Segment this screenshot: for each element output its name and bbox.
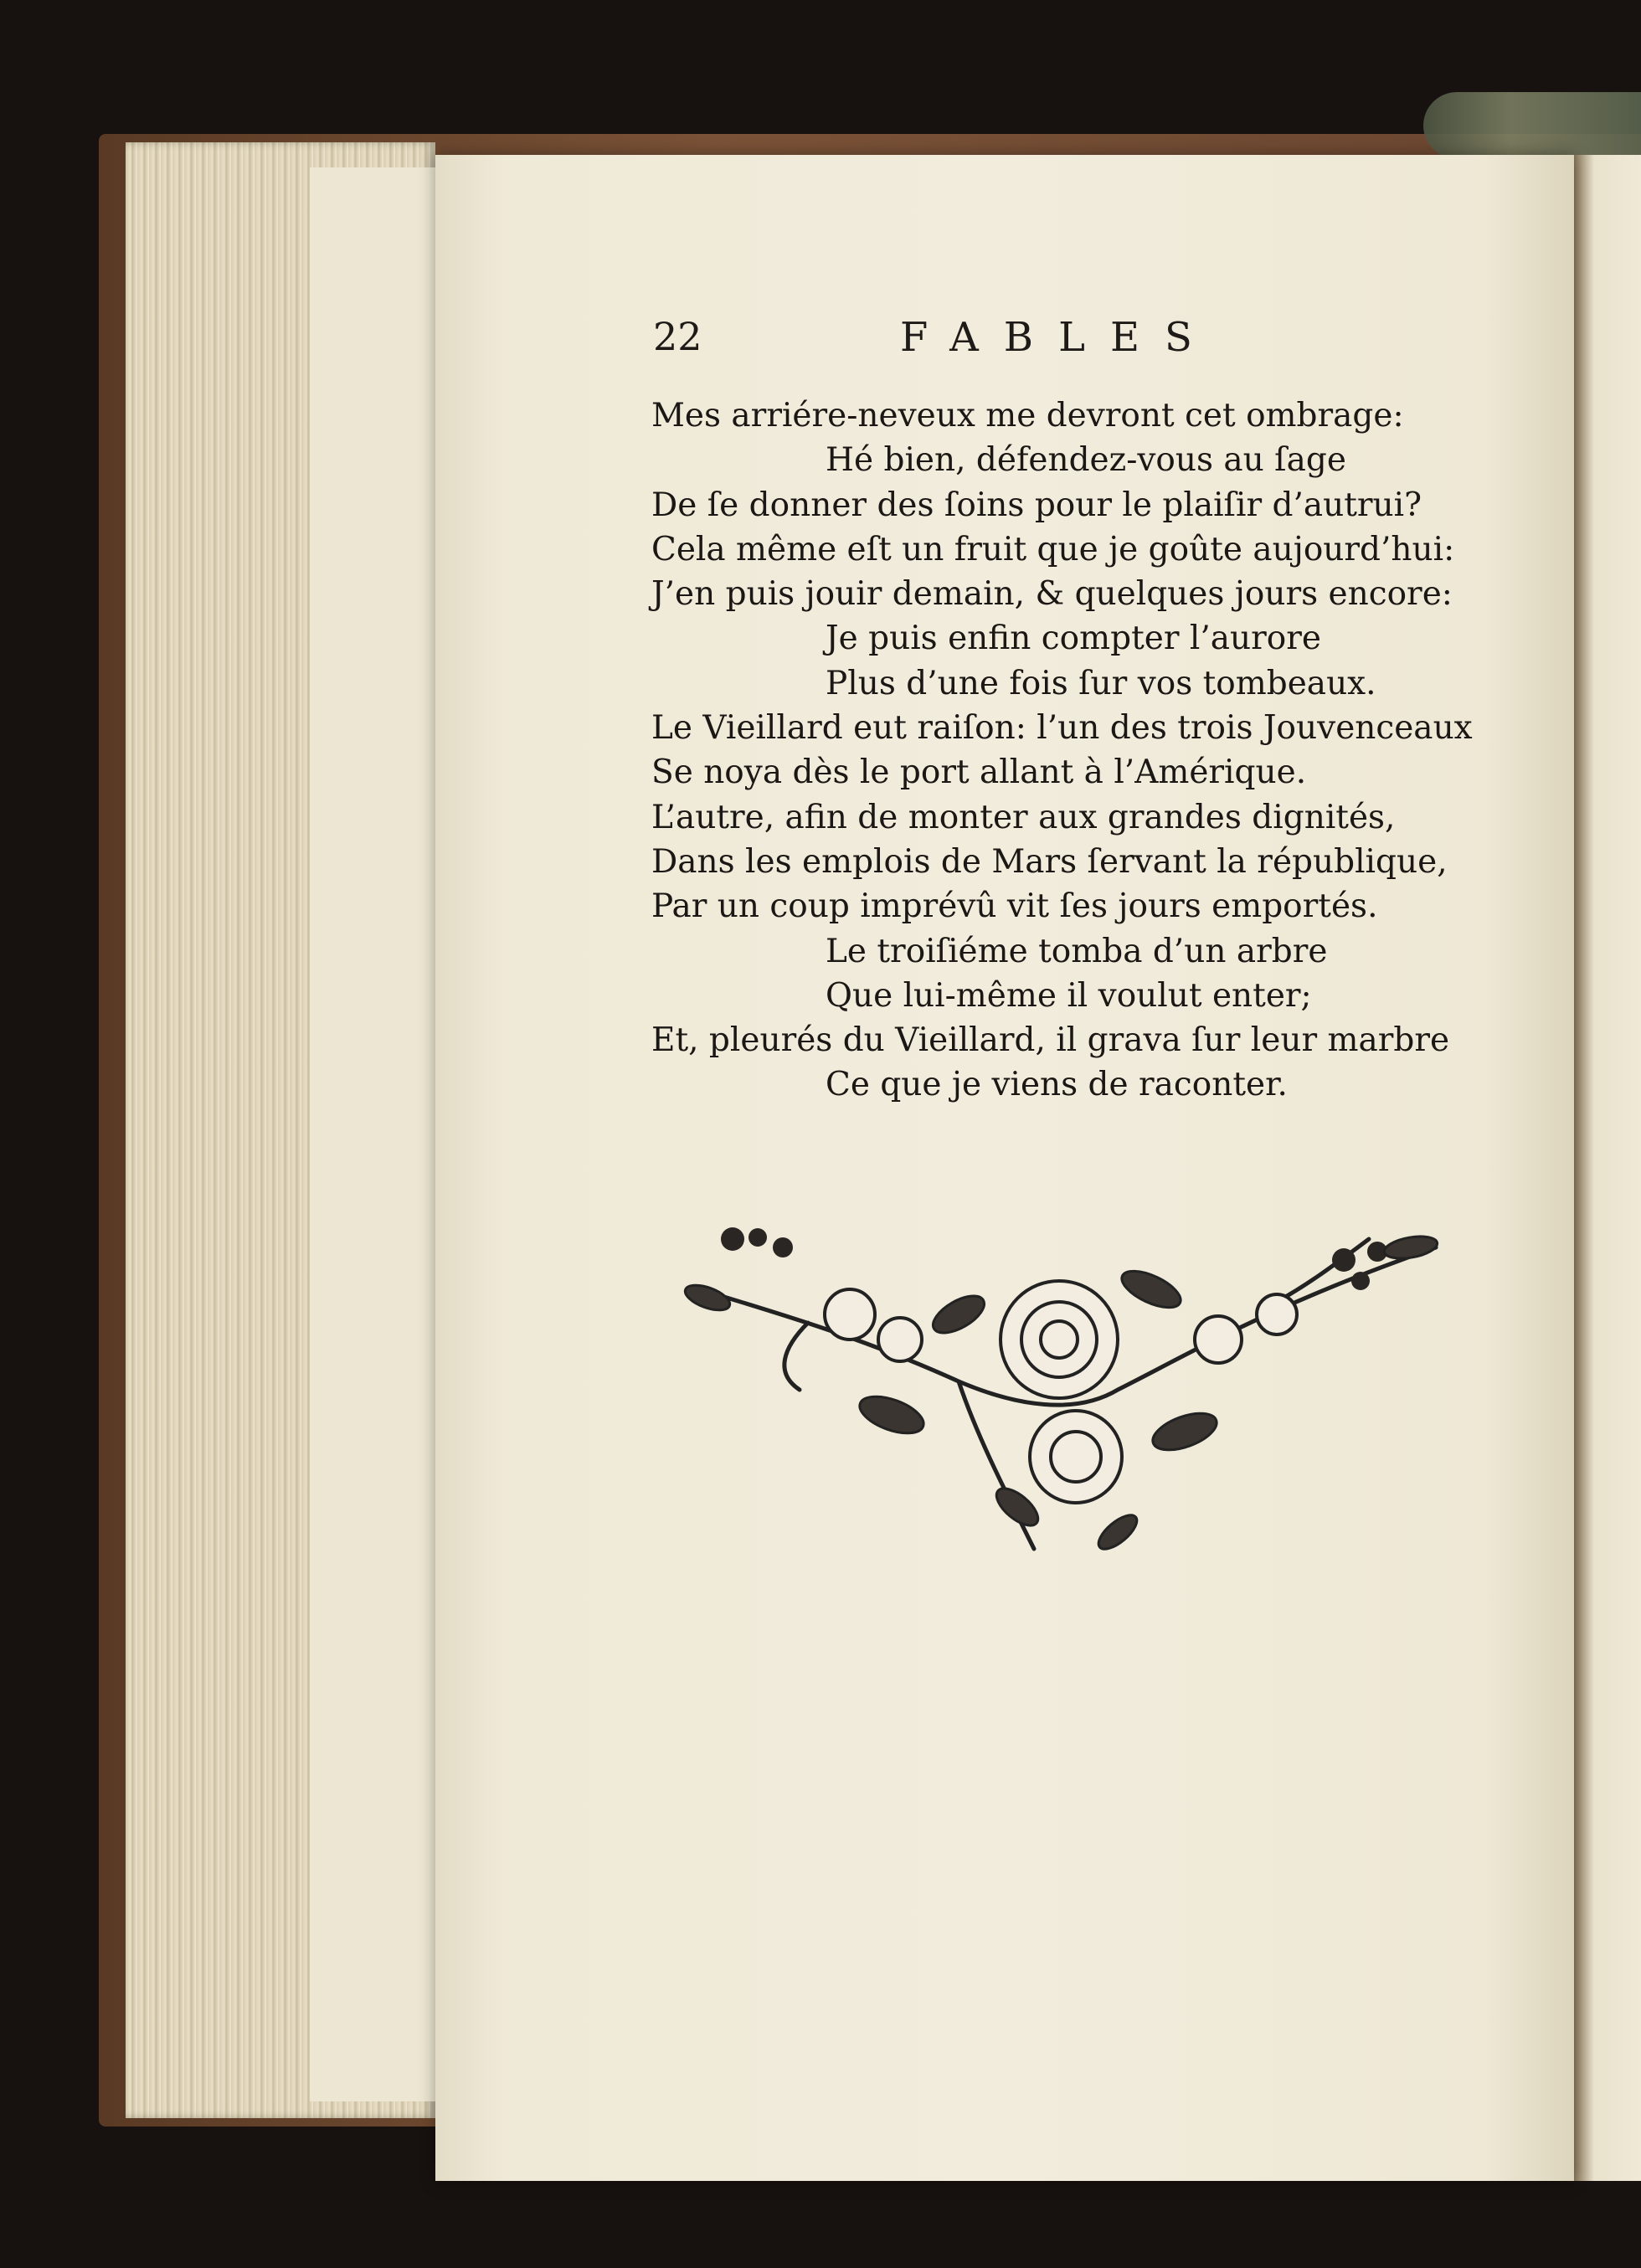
poem-line: Cela même eſt un fruit que je goûte aujourd’hui: bbox=[651, 530, 1455, 568]
poem-line: Par un coup imprévû vit ſes jours emportés. bbox=[651, 887, 1378, 926]
poem-line: De ſe donner des ſoins pour le plaiſir d’autrui? bbox=[651, 486, 1422, 524]
poem-line: Je puis enfin compter l’aurore bbox=[826, 620, 1321, 658]
page-header bbox=[653, 314, 1306, 373]
poem-line: Ce que je viens de raconter. bbox=[826, 1066, 1288, 1104]
poem-line: Hé bien, défendez-vous au ſage bbox=[826, 441, 1346, 480]
poem-line: J’en puis jouir demain, & quelques jours encore: bbox=[651, 575, 1453, 614]
running-title: FABLES bbox=[900, 314, 1217, 361]
page-edge-sheet bbox=[352, 167, 437, 2101]
poem-line: Mes arriére-neveux me devront cet ombrage: bbox=[651, 397, 1404, 435]
poem-line: Plus d’une fois ſur vos tombeaux. bbox=[826, 664, 1376, 702]
floral-vignette-icon bbox=[682, 1214, 1453, 1582]
poem-line: Le troiſiéme tomba d’un arbre bbox=[826, 932, 1328, 970]
poem-line: Se noya dès le port allant à l’Amérique. bbox=[651, 753, 1307, 792]
poem-line: Et, pleurés du Vieillard, il grava ſur leur marbre bbox=[651, 1021, 1450, 1060]
page-number: 22 bbox=[653, 314, 702, 359]
facing-page-edge bbox=[1574, 155, 1641, 2181]
poem-line: Que lui-même il voulut enter; bbox=[826, 976, 1312, 1015]
poem-line: Le Vieillard eut raiſon: l’un des trois Jouvenceaux bbox=[651, 709, 1473, 748]
bookmark-ribbon bbox=[1423, 92, 1641, 159]
poem-text bbox=[651, 393, 1472, 1108]
poem-line: L’autre, afin de monter aux grandes dignités, bbox=[651, 798, 1396, 836]
poem-line: Dans les emplois de Mars ſervant la république, bbox=[651, 842, 1448, 881]
